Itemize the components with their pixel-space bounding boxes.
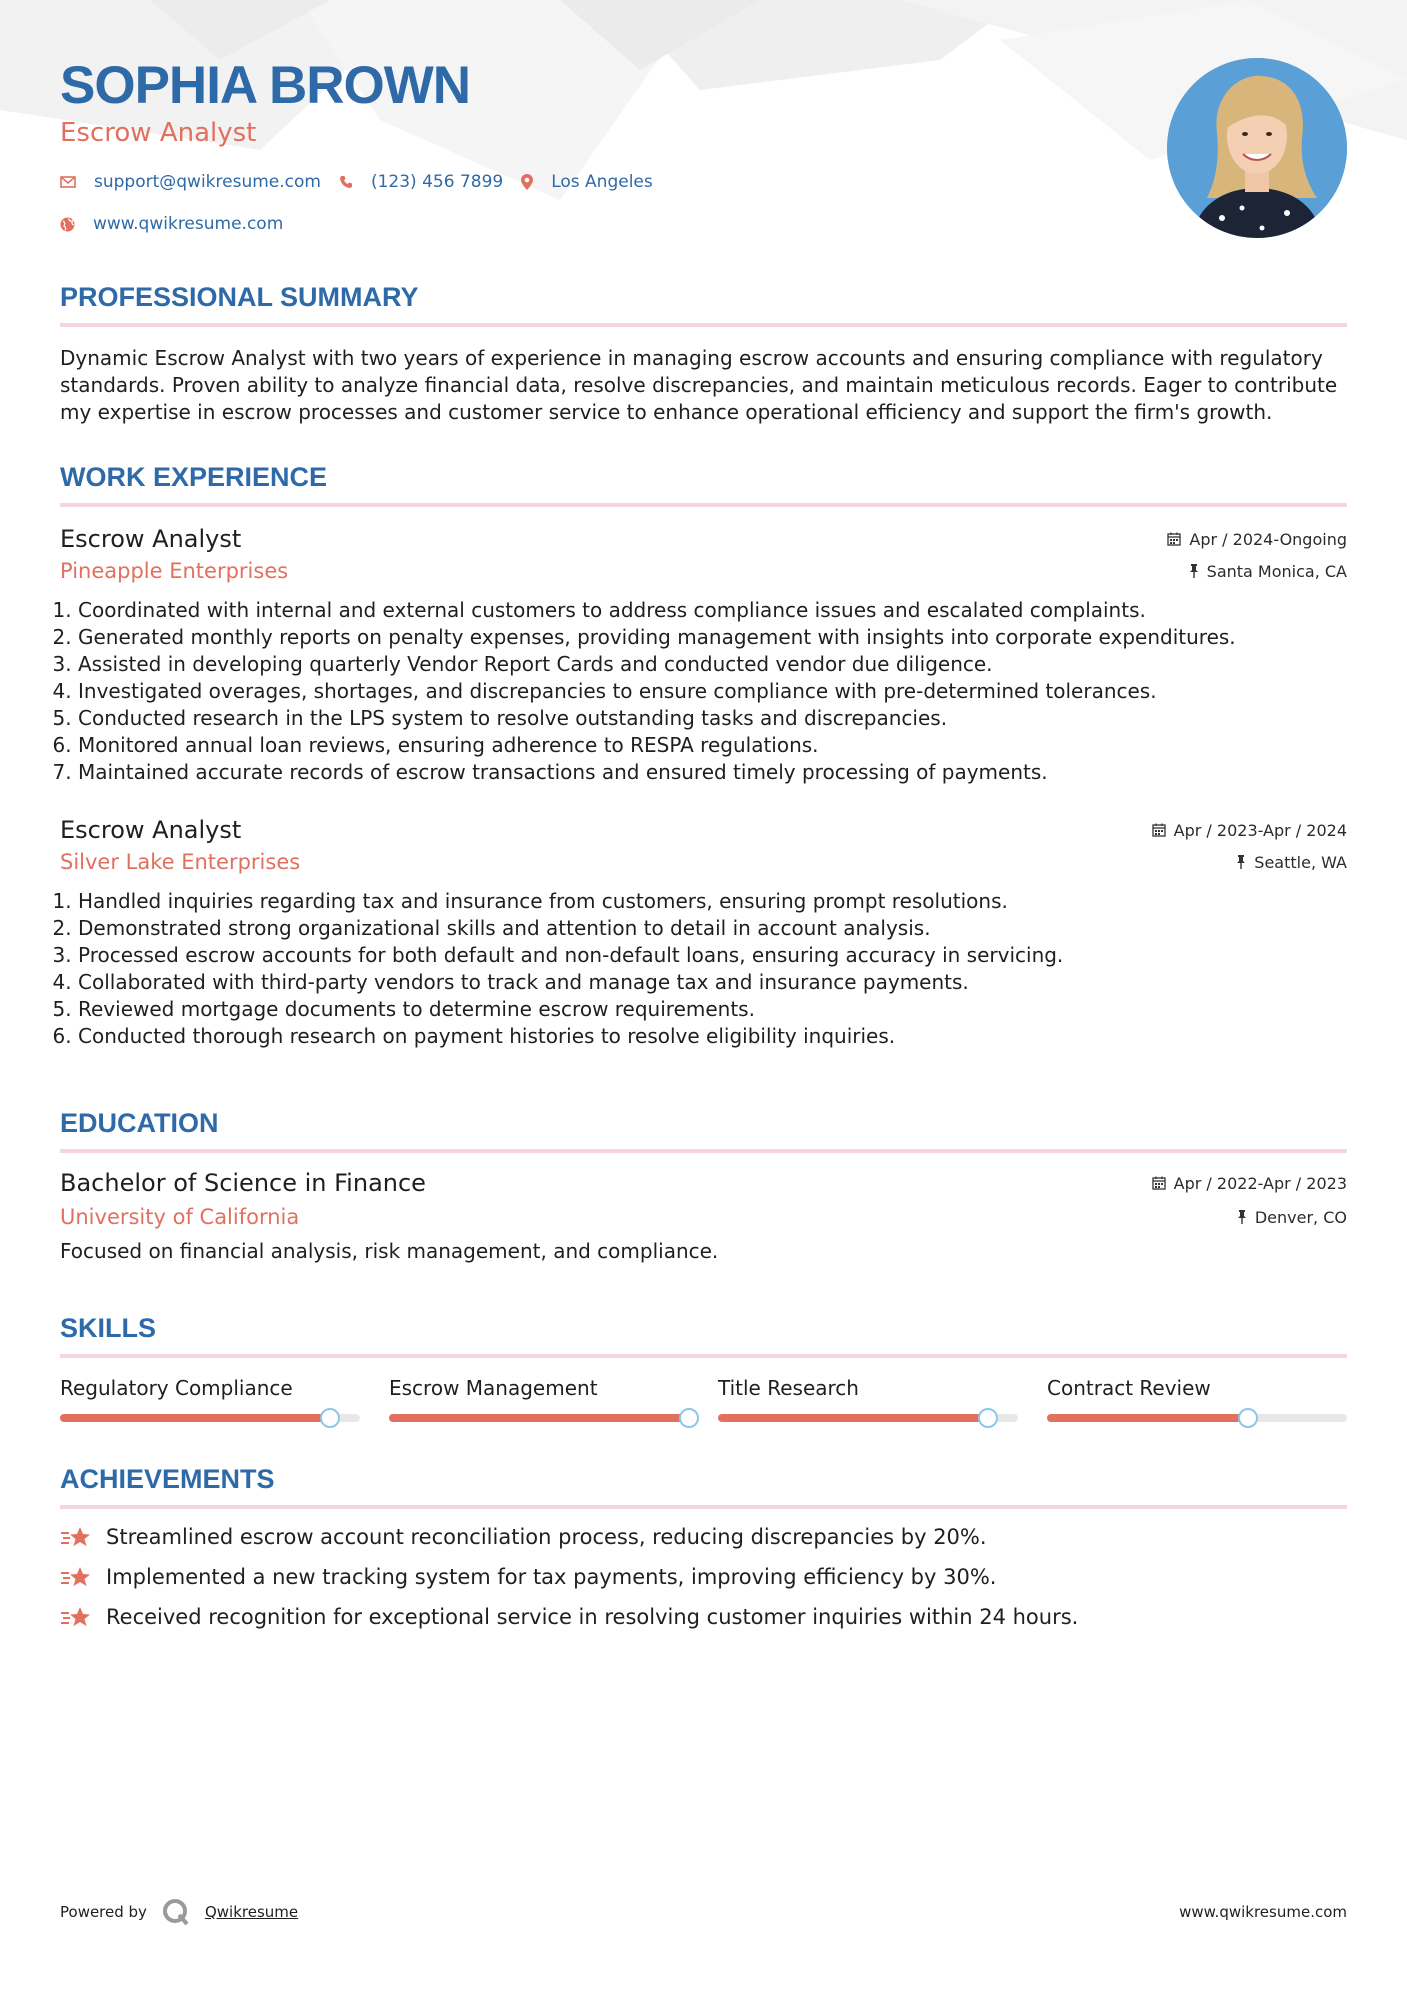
calendar-icon <box>1167 532 1181 546</box>
shooting-star-icon <box>60 1565 92 1589</box>
calendar-icon <box>1152 1176 1166 1190</box>
skill-label: Contract Review <box>1047 1376 1211 1400</box>
skill-knob <box>679 1408 699 1428</box>
skill-item <box>718 1376 1018 1422</box>
skill-knob <box>320 1408 340 1428</box>
envelope-icon <box>60 176 76 188</box>
job-duties-list <box>60 888 1347 1050</box>
list-item <box>60 1605 1347 1629</box>
skill-label: Regulatory Compliance <box>60 1376 293 1400</box>
work-experience-section <box>60 462 1347 1050</box>
experience-heading: WORK EXPERIENCE <box>60 462 1347 507</box>
qwikresume-link[interactable]: Qwikresume <box>204 1903 299 1921</box>
footer-website[interactable]: www.qwikresume.com <box>1179 1903 1347 1921</box>
job-location <box>1236 853 1347 872</box>
candidate-job-title: Escrow Analyst <box>60 118 257 148</box>
professional-summary-section <box>60 282 1347 426</box>
resume-header <box>60 0 1347 250</box>
phone-icon <box>339 175 353 189</box>
achievement-text: Streamlined escrow account reconciliation process, reducing discrepancies by 20%. <box>106 1525 987 1549</box>
job-dates <box>1167 530 1347 549</box>
summary-text: Dynamic Escrow Analyst with two years of experience in managing escrow accounts and ensuring compliance with regulatory standards. Proven ability to analyze financial data, resolve discrepancies, and maintain meticulous records. Eager to contribute my expertise in escrow processes and customer service to enhance operational efficiency and support the firm's growth. <box>60 346 1338 424</box>
job-dates-text: Apr / 2024-Ongoing <box>1189 529 1347 549</box>
education-section <box>60 1108 1347 1263</box>
job-location-text: Santa Monica, CA <box>1206 561 1347 581</box>
pushpin-icon <box>1189 564 1199 578</box>
contact-phone[interactable] <box>339 172 503 192</box>
achievements-heading: ACHIEVEMENTS <box>60 1464 1347 1509</box>
skill-track <box>389 1414 689 1422</box>
education-dates <box>1152 1174 1347 1193</box>
list-item: 5. Reviewed mortgage documents to determine escrow requirements. <box>78 996 1347 1023</box>
skills-heading: SKILLS <box>60 1313 1347 1358</box>
job-entry-2 <box>60 816 1347 1050</box>
school-name: University of California <box>60 1205 300 1229</box>
job-location <box>1189 562 1347 581</box>
achievement-text: Received recognition for exceptional service in resolving customer inquiries within 24 hours. <box>106 1605 1079 1629</box>
job-company: Pineapple Enterprises <box>60 559 289 583</box>
email-text: support@qwikresume.com <box>94 172 321 192</box>
list-item: 1. Coordinated with internal and external customers to address compliance issues and escalated complaints. <box>78 597 1347 624</box>
list-item: 4. Investigated overages, shortages, and discrepancies to ensure compliance with pre-determined tolerances. <box>78 678 1347 705</box>
list-item: 4. Collaborated with third-party vendors to track and manage tax and insurance payments. <box>78 969 1347 996</box>
list-item <box>60 1525 1347 1549</box>
job-duties-list <box>60 597 1347 786</box>
skill-fill <box>1047 1414 1248 1422</box>
skill-item <box>60 1376 360 1422</box>
contact-location <box>521 172 653 192</box>
skill-label: Title Research <box>718 1376 859 1400</box>
list-item: 5. Conducted research in the LPS system to resolve outstanding tasks and discrepancies. <box>78 705 1347 732</box>
list-item: 2. Demonstrated strong organizational skills and attention to detail in account analysis. <box>78 915 1347 942</box>
pushpin-icon <box>1236 855 1246 869</box>
shooting-star-icon <box>60 1525 92 1549</box>
list-item: 3. Processed escrow accounts for both default and non-default loans, ensuring accuracy in servicing. <box>78 942 1347 969</box>
calendar-icon <box>1152 823 1166 837</box>
shooting-star-icon <box>60 1605 92 1629</box>
achievement-text: Implemented a new tracking system for tax payments, improving efficiency by 30%. <box>106 1565 997 1589</box>
website-text: www.qwikresume.com <box>93 214 284 234</box>
skill-fill <box>718 1414 988 1422</box>
candidate-name: SOPHIA BROWN <box>60 56 471 115</box>
powered-by <box>60 1897 298 1927</box>
job-dates-text: Apr / 2023-Apr / 2024 <box>1173 820 1347 840</box>
job-dates <box>1152 821 1347 840</box>
job-title: Escrow Analyst <box>60 525 242 553</box>
profile-photo <box>1167 58 1347 238</box>
list-item: 2. Generated monthly reports on penalty expenses, providing management with insights into corporate expenditures. <box>78 624 1347 651</box>
list-item: 3. Assisted in developing quarterly Vendor Report Cards and conducted vendor due diligence. <box>78 651 1347 678</box>
job-title: Escrow Analyst <box>60 816 242 844</box>
skill-fill <box>389 1414 689 1422</box>
skills-section <box>60 1313 1347 1422</box>
qwikresume-logo-icon <box>161 1897 191 1927</box>
profile-photo-illustration <box>1167 58 1347 238</box>
education-description: Focused on financial analysis, risk management, and compliance. <box>60 1239 719 1263</box>
job-company: Silver Lake Enterprises <box>60 850 301 874</box>
education-dates-text: Apr / 2022-Apr / 2023 <box>1173 1173 1347 1193</box>
education-location <box>1237 1208 1347 1227</box>
contact-line-secondary <box>60 214 301 234</box>
contact-website[interactable] <box>60 214 283 234</box>
skill-track <box>718 1414 1018 1422</box>
powered-by-label: Powered by <box>60 1903 147 1921</box>
pushpin-icon <box>1237 1210 1247 1224</box>
contact-line-primary <box>60 172 671 192</box>
job-location-text: Seattle, WA <box>1254 852 1347 872</box>
skill-item <box>389 1376 689 1422</box>
phone-text: (123) 456 7899 <box>370 172 504 192</box>
globe-icon <box>60 217 75 232</box>
achievements-section <box>60 1464 1347 1629</box>
page-footer <box>60 1897 1347 1927</box>
skill-track <box>1047 1414 1347 1422</box>
list-item: 6. Conducted thorough research on payment histories to resolve eligibility inquiries. <box>78 1023 1347 1050</box>
map-pin-icon <box>521 174 533 190</box>
skill-knob <box>978 1408 998 1428</box>
skill-knob <box>1238 1408 1258 1428</box>
skills-list <box>60 1376 1347 1422</box>
education-location-text: Denver, CO <box>1254 1207 1347 1227</box>
location-text: Los Angeles <box>551 172 653 192</box>
contact-email[interactable] <box>60 172 321 192</box>
list-item: 6. Monitored annual loan reviews, ensuring adherence to RESPA regulations. <box>78 732 1347 759</box>
summary-heading: PROFESSIONAL SUMMARY <box>60 282 1347 327</box>
list-item: 7. Maintained accurate records of escrow transactions and ensured timely processing of payments. <box>78 759 1347 786</box>
education-heading: EDUCATION <box>60 1108 1347 1153</box>
skill-fill <box>60 1414 330 1422</box>
skill-item <box>1047 1376 1347 1422</box>
job-entry-1 <box>60 525 1347 786</box>
degree-title: Bachelor of Science in Finance <box>60 1169 426 1197</box>
skill-track <box>60 1414 360 1422</box>
list-item: 1. Handled inquiries regarding tax and insurance from customers, ensuring prompt resolutions. <box>78 888 1347 915</box>
skill-label: Escrow Management <box>389 1376 598 1400</box>
list-item <box>60 1565 1347 1589</box>
